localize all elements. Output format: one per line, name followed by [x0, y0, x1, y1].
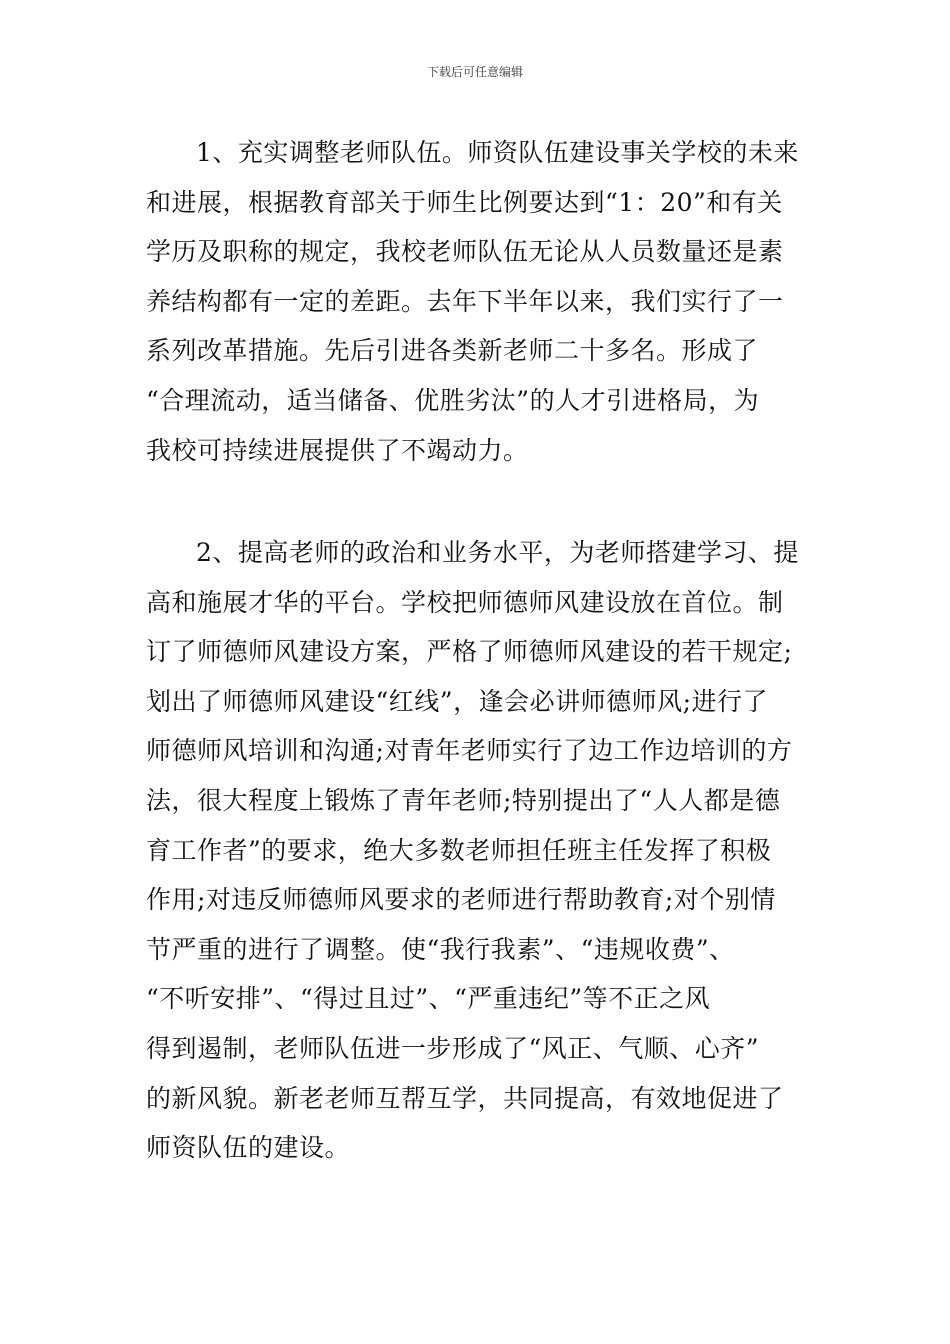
paragraph-line: 作用;对违反师德师风要求的老师进行帮助教育;对个别情 — [146, 885, 776, 915]
paragraph-line: 育工作者”的要求，绝大多数老师担任班主任发挥了积极 — [146, 835, 772, 865]
paragraph-line: “合理流动，适当储备、优胜劣汰”的人才引进格局，为 — [146, 385, 760, 415]
paragraph-line: 学历及职称的规定，我校老师队伍无论从人员数量还是素 — [146, 237, 784, 267]
paragraph-line: 系列改革措施。先后引进各类新老师二十多名。形成了 — [146, 336, 759, 366]
paragraph-line: 师德师风培训和沟通;对青年老师实行了边工作边培训的方 — [146, 736, 793, 766]
paragraph-line: 得到遏制，老师队伍进一步形成了“风正、气顺、心齐” — [146, 1033, 760, 1063]
paragraph-line: 订了师德师风建设方案，严格了师德师风建设的若干规定; — [146, 637, 793, 667]
paragraph-line: 我校可持续进展提供了不竭动力。 — [146, 435, 529, 465]
paragraph-line: 法，很大程度上锻炼了青年老师;特别提出了“人人都是德 — [146, 785, 781, 815]
paragraph-line: 划出了师德师风建设“红线”，逢会必讲师德师风;进行了 — [146, 686, 768, 716]
paragraph-line: 2、提高老师的政治和业务水平，为老师搭建学习、提 — [196, 538, 799, 567]
paragraph-line: 师资队伍的建设。 — [146, 1133, 351, 1163]
paragraph-line: 的新风貌。新老老师互帮互学，共同提高，有效地促进了 — [146, 1083, 784, 1113]
paragraph-line: “不听安排”、“得过且过”、“严重违纪”等不正之风 — [146, 984, 711, 1014]
paragraph-line: 高和施展才华的平台。学校把师德师风建设放在首位。制 — [146, 587, 784, 617]
paragraph-1 — [146, 128, 806, 475]
paragraph-line: 1、充实调整老师队伍。师资队伍建设事关学校的未来 — [196, 138, 799, 167]
paragraph-line: 养结构都有一定的差距。去年下半年以来，我们实行了一 — [146, 286, 784, 316]
paragraph-line: 和进展，根据教育部关于师生比例要达到“1：20”和有关 — [146, 187, 783, 217]
paragraph-line: 节严重的进行了调整。使“我行我素”、“违规收费”、 — [146, 934, 735, 964]
paragraph-2 — [146, 528, 806, 1173]
page-header: 下载后可任意编辑 — [426, 65, 523, 79]
